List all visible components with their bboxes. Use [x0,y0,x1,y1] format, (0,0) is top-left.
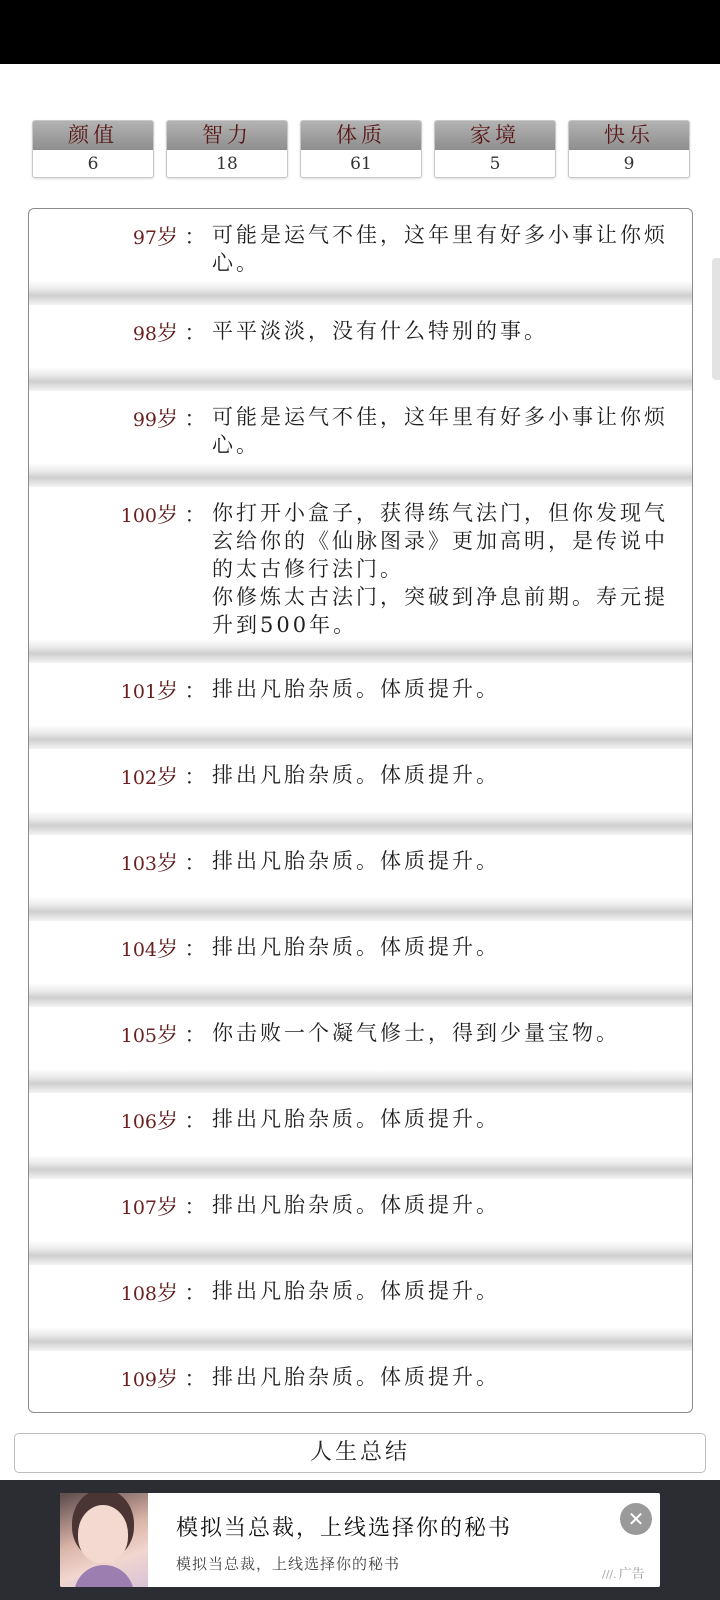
log-entry-text: 排出凡胎杂质。体质提升。 [212,1107,500,1131]
life-log-panel[interactable] [28,208,693,1413]
log-entry [29,921,692,983]
stat-label: 智力 [167,121,287,150]
log-entry [29,1007,692,1069]
stat-label: 颜值 [33,121,153,150]
log-entry-age-number: 97 [132,227,157,249]
log-entry-colon: ： [184,321,206,345]
log-entry-age-suffix: 岁 [157,321,178,345]
log-entry-age-number: 100 [120,505,157,527]
log-entry-colon: ： [184,1195,206,1219]
log-entry-colon: ： [184,1109,206,1133]
log-entry-age-suffix: 岁 [157,1281,178,1305]
log-entry-colon: ： [184,765,206,789]
log-entry-age-suffix: 岁 [157,937,178,961]
log-entry-colon: ： [184,225,206,249]
log-divider [29,811,692,835]
log-entry-age [29,1363,178,1412]
log-divider [29,983,692,1007]
log-entry [29,305,692,367]
log-entry-text: 可能是运气不佳，这年里有好多小事让你烦心。 [212,405,668,457]
stat-constitution [300,120,422,178]
log-entry-age-number: 99 [132,409,157,431]
log-entry-age-suffix: 岁 [157,1195,178,1219]
stat-happiness [568,120,690,178]
log-entry-text: 排出凡胎杂质。体质提升。 [212,677,500,701]
log-entry [29,487,692,639]
log-entry-age-suffix: 岁 [157,851,178,875]
log-entry-text: 排出凡胎杂质。体质提升。 [212,1193,500,1217]
attribute-stats [32,120,690,178]
log-entry-age [29,933,178,983]
ad-badge-label: 广告 [618,1567,645,1582]
stat-label: 体质 [301,121,421,150]
scrollbar[interactable] [712,258,720,380]
log-entry-age-suffix: 岁 [157,1023,178,1047]
stat-label: 快乐 [569,121,689,150]
log-entry-age-number: 106 [120,1111,157,1133]
log-entry [29,749,692,811]
log-entry-age [29,675,178,725]
log-entry-text: 排出凡胎杂质。体质提升。 [212,763,500,787]
log-entry [29,1179,692,1241]
log-entry-age [29,403,178,463]
log-entry-colon: ： [184,1023,206,1047]
log-entry-age [29,1019,178,1069]
ad-badge [602,1563,645,1582]
log-entry-text: 排出凡胎杂质。体质提升。 [212,849,500,873]
log-entry-text: 排出凡胎杂质。体质提升。 [212,935,500,959]
stat-appearance [32,120,154,178]
log-entry-age-number: 102 [120,767,157,789]
log-divider [29,367,692,391]
log-entry-age-number: 101 [120,681,157,703]
log-divider [29,639,692,663]
log-entry-age [29,847,178,897]
status-bar [0,0,720,64]
stat-value: 5 [489,154,501,174]
log-entry [29,835,692,897]
log-divider [29,725,692,749]
log-entry [29,663,692,725]
log-entry-age-suffix: 岁 [157,503,178,527]
log-entry-colon: ： [184,407,206,431]
log-entry-text: 可能是运气不佳，这年里有好多小事让你烦心。 [212,223,668,275]
log-entry-age-number: 98 [132,323,157,345]
stat-value: 9 [623,154,635,174]
log-entry-age [29,499,178,639]
log-entry-age-suffix: 岁 [157,407,178,431]
log-entry-colon: ： [184,1367,206,1391]
stat-value: 6 [87,154,99,174]
log-divider [29,1241,692,1265]
log-entry-age-suffix: 岁 [157,765,178,789]
log-entry-age-suffix: 岁 [157,1367,178,1391]
log-entry-age-number: 103 [120,853,157,875]
log-entry-colon: ： [184,1281,206,1305]
stat-intelligence [166,120,288,178]
log-entry [29,209,692,281]
log-entry-age-suffix: 岁 [157,225,178,249]
log-entry-age [29,1105,178,1155]
log-entry-colon: ： [184,937,206,961]
life-summary-button[interactable]: 人生总结 [14,1433,706,1473]
log-entry-age-number: 105 [120,1025,157,1047]
log-entry-age-number: 107 [120,1197,157,1219]
log-entry-age-number: 108 [120,1283,157,1305]
log-entry-age-number: 109 [120,1369,157,1391]
close-icon[interactable]: ✕ [620,1503,652,1535]
ad-image[interactable] [60,1493,148,1587]
log-entry [29,1265,692,1327]
life-log-list[interactable] [29,209,692,1412]
log-entry [29,1351,692,1412]
stat-value: 18 [216,154,238,174]
log-entry-text: 你打开小盒子，获得练气法门，但你发现气玄给你的《仙脉图录》更加高明，是传说中的太古修行法门。 你修炼太古法门，突破到净息前期。寿元提升到500年。 [212,501,668,637]
log-entry-text: 排出凡胎杂质。体质提升。 [212,1365,500,1389]
log-entry-text: 排出凡胎杂质。体质提升。 [212,1279,500,1303]
log-entry-age-number: 104 [120,939,157,961]
stat-value: 61 [350,154,372,174]
log-divider [29,1327,692,1351]
log-divider [29,281,692,305]
log-divider [29,897,692,921]
log-entry-age [29,1277,178,1327]
log-entry [29,391,692,463]
log-entry-colon: ： [184,503,206,527]
stat-family [434,120,556,178]
stat-label: 家境 [435,121,555,150]
log-divider [29,1155,692,1179]
ad-banner[interactable] [60,1493,660,1587]
ad-subtitle[interactable]: 模拟当总裁，上线选择你的秘书 [176,1555,401,1573]
log-entry-text: 平平淡淡，没有什么特别的事。 [212,319,548,343]
log-entry-text: 你击败一个凝气修士，得到少量宝物。 [212,1021,620,1045]
ad-title[interactable]: 模拟当总裁，上线选择你的秘书 [176,1516,513,1541]
log-entry [29,1093,692,1155]
log-entry-age [29,221,178,281]
log-entry-age [29,1191,178,1241]
log-entry-colon: ： [184,679,206,703]
log-entry-age-suffix: 岁 [157,1109,178,1133]
log-entry-age [29,317,178,367]
log-divider [29,1069,692,1093]
log-entry-colon: ： [184,851,206,875]
log-entry-age-suffix: 岁 [157,679,178,703]
log-entry-age [29,761,178,811]
log-divider [29,463,692,487]
ad-logo-icon: ///. [602,1568,617,1581]
